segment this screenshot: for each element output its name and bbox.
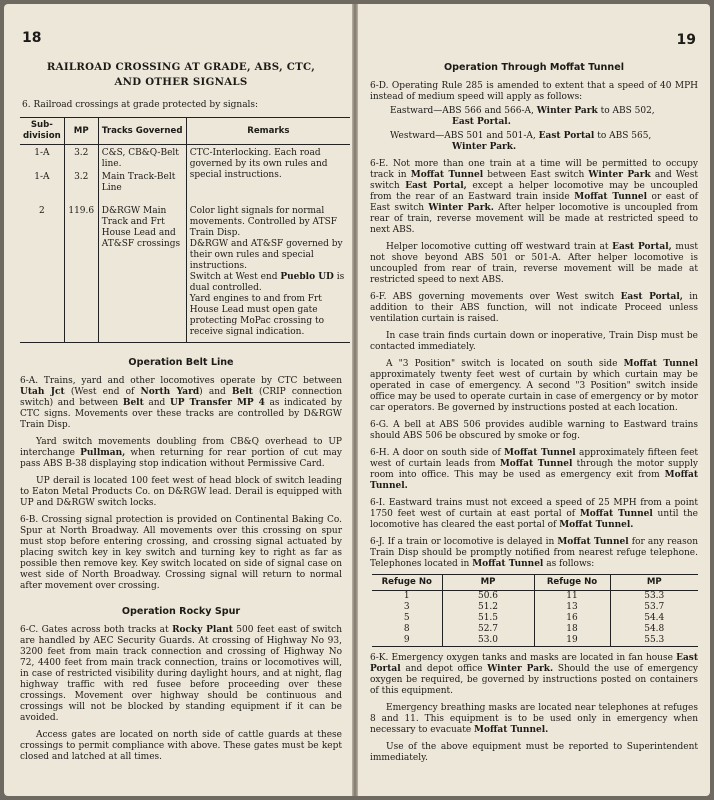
cell: 54.8 bbox=[610, 624, 698, 635]
text: 6-A. Trains, yard and other locomotives operate by CTC between bbox=[20, 376, 342, 386]
bold: Belt bbox=[122, 398, 144, 408]
section-title-line-2: AND OTHER SIGNALS bbox=[114, 76, 248, 88]
table-header-row bbox=[20, 118, 350, 145]
text: until the locomotive has cleared the east portal of bbox=[370, 509, 698, 530]
remark-text: Switch at West end bbox=[189, 272, 281, 282]
heading-moffat-tunnel: Operation Through Moffat Tunnel bbox=[443, 62, 625, 73]
paragraph-up-derail: UP derail is located 100 feet west of head block of switch leading to Eaton Metal Products Co. on D&RGW lead. Derail is equipped with UP and D&RGW switch locks. bbox=[20, 476, 342, 508]
text: approximately fifteen feet west of curtain leads from bbox=[370, 448, 699, 469]
paragraph-helper bbox=[370, 242, 698, 286]
bold: Moffat Tunnel bbox=[623, 359, 698, 369]
cell-subdivision: 2 bbox=[39, 206, 45, 216]
eastward-limits bbox=[370, 106, 698, 128]
paragraph-yard-switch bbox=[20, 437, 342, 470]
text: ) and bbox=[199, 387, 232, 397]
text: 6-H. A door on south side of bbox=[370, 448, 505, 458]
text: or east of East switch bbox=[370, 192, 698, 213]
table-row bbox=[372, 635, 698, 647]
cell: 9 bbox=[403, 635, 410, 645]
text: 6-J. If a train or locomotive is delayed in bbox=[370, 537, 558, 547]
bold: Moffat Tunnel bbox=[499, 459, 573, 469]
cell: 8 bbox=[403, 624, 410, 634]
paragraph-6e bbox=[370, 159, 698, 236]
bold: Winter Park. bbox=[487, 664, 554, 674]
bold: Rocky Plant bbox=[172, 625, 233, 635]
remark-text: is dual controlled. bbox=[189, 272, 345, 293]
paragraph-6c bbox=[20, 625, 342, 724]
text: in addition to their ABS function, will not indicate Proceed unless ventilation curtain is raised. bbox=[370, 292, 698, 324]
text: as follows: bbox=[543, 559, 595, 569]
cell-remarks: CTC-Interlocking. Each road governed by its own rules and special instructions. bbox=[186, 145, 350, 203]
paragraph-6g: 6-G. A bell at ABS 506 provides audible warning to Eastward trains should ABS 506 be obscured by smoke or fog. bbox=[370, 420, 698, 441]
remark-line: Yard engines to and from Frt House Lead must open gate protecting MoPac crossing to receive signal indication. bbox=[189, 294, 324, 337]
bold: Moffat Tunnel bbox=[410, 170, 484, 180]
cell: 53.3 bbox=[610, 591, 698, 603]
bold: Moffat Tunnel bbox=[472, 559, 544, 569]
cell: 5 bbox=[403, 613, 410, 623]
text: and depot office bbox=[400, 664, 488, 674]
bold: Winter Park bbox=[536, 106, 598, 116]
table-row bbox=[372, 602, 698, 613]
section-title-line-1: RAILROAD CROSSING AT GRADE, ABS, CTC, bbox=[46, 61, 316, 73]
bold: Winter Park bbox=[588, 170, 651, 180]
table-row bbox=[20, 145, 350, 172]
text: Westward—ABS 501 and 501-A, bbox=[390, 131, 539, 141]
paragraph-6i bbox=[370, 498, 698, 531]
text: when returning for rear portion of cut may pass ABS B-38 displaying stop indication without Permissive Card. bbox=[20, 448, 342, 469]
cell: 52.7 bbox=[442, 624, 534, 635]
paragraph-6j bbox=[370, 537, 698, 570]
text: for any reason Train Disp should be promptly notified from nearest refuge telephone. Telephones located in bbox=[370, 537, 698, 569]
cell: 13 bbox=[534, 602, 610, 613]
bold: East Portal. bbox=[452, 117, 511, 127]
text: and bbox=[143, 398, 170, 408]
bold: Utah Jct bbox=[20, 387, 65, 397]
cell-mp: 3.2 bbox=[64, 171, 98, 202]
text: approximately twenty feet west of curtain by which curtain may be operated in case of emergency. A second "3 Position" switch inside office may be used to operate curtain in case of emergency or by motor car operators. Be governed by instructions posted at each location. bbox=[370, 370, 698, 413]
heading-belt-line: Operation Belt Line bbox=[128, 357, 234, 368]
cell: 55.3 bbox=[610, 635, 698, 647]
text: Emergency breathing masks are located near telephones at refuges 8 and 11. This equipment is to be used only in emergency when necessary to evacuate bbox=[370, 703, 698, 735]
bold: East Portal bbox=[370, 653, 698, 674]
paragraph-6b: 6-B. Crossing signal protection is provided on Continental Baking Co. Spur at North Broadway. All movements over this crossing on spur must stop before entering crossing, and crossing signal actuated by placing switch key in key switch and turning key to right as far as possible then remove key. Key switch located on side of signal case on west side of North Broadway. Crossing signal will return to normal after movement over crossing. bbox=[20, 515, 342, 591]
cell: 53.0 bbox=[442, 635, 534, 647]
bold: Moffat Tunnel bbox=[574, 192, 648, 202]
page-18 bbox=[4, 4, 352, 796]
text: 6-K. Emergency oxygen tanks and masks are located in fan house bbox=[370, 653, 677, 663]
text: as indicated by CTC signs. Movements over these tracks are controlled by D&RGW Train Disp. bbox=[20, 398, 342, 430]
cell-remarks bbox=[186, 202, 350, 343]
paragraph-masks bbox=[370, 703, 698, 736]
section-title bbox=[20, 60, 342, 90]
bold: East Portal, bbox=[405, 181, 467, 191]
cell: 50.6 bbox=[442, 591, 534, 603]
remark-line bbox=[190, 272, 347, 294]
table-row bbox=[372, 613, 698, 624]
cell: 54.4 bbox=[610, 613, 698, 624]
bold: Winter Park. bbox=[428, 203, 494, 213]
text: through the motor supply room into office. This may be used as emergency exit from bbox=[370, 459, 698, 480]
bold: Moffat Tunnel bbox=[579, 509, 653, 519]
bold: Moffat Tunnel bbox=[504, 448, 576, 458]
bold: East Portal bbox=[538, 131, 595, 141]
page-number: 18 bbox=[22, 30, 42, 46]
col-header-refuge: Refuge No bbox=[372, 575, 442, 591]
bold: North Yard bbox=[140, 387, 200, 397]
text: to ABS 502, bbox=[597, 106, 655, 116]
text: Helper locomotive cutting off westward train at bbox=[386, 242, 613, 252]
cell-tracks: Main Track-Belt Line bbox=[98, 171, 186, 202]
cell: 51.5 bbox=[442, 613, 534, 624]
text: 6-F. ABS governing movements over West switch bbox=[370, 292, 621, 302]
text: Should the use of emergency oxygen be required, be governed by instructions posted on containers of this equipment. bbox=[370, 664, 699, 696]
bold: Winter Park. bbox=[452, 142, 517, 152]
bold: Moffat Tunnel. bbox=[370, 470, 698, 491]
cell: 16 bbox=[534, 613, 610, 624]
bold: Moffat Tunnel bbox=[557, 537, 629, 547]
cell: 1 bbox=[403, 591, 410, 601]
item-6: 6. Railroad crossings at grade protected by signals: bbox=[22, 100, 259, 110]
text: (CRIP connection switch) and between bbox=[20, 387, 343, 408]
col-header-remarks: Remarks bbox=[186, 118, 350, 145]
heading-rocky-spur: Operation Rocky Spur bbox=[121, 606, 241, 617]
bold: East Portal, bbox=[620, 292, 683, 302]
refuge-header-row bbox=[372, 575, 698, 591]
cell: 3 bbox=[403, 602, 410, 612]
paragraph-6a bbox=[20, 376, 342, 431]
paragraph-curtain: In case train finds curtain down or inoperative, Train Disp must be contacted immediately. bbox=[370, 331, 698, 352]
remark-bold: Pueblo UD bbox=[280, 272, 334, 282]
text: 6-C. Gates across both tracks at bbox=[20, 625, 173, 635]
paragraph-6h bbox=[370, 448, 698, 492]
text: After helper locomotive is uncoupled from rear of train, reverse movement will be made at restricted speed to next ABS. bbox=[370, 203, 699, 235]
bold: Belt bbox=[231, 387, 253, 397]
text: Yard switch movements doubling from CB&Q overhead to UP interchange bbox=[20, 437, 342, 458]
remark-line: D&RGW and AT&SF governed by their own rules and special instructions. bbox=[189, 239, 343, 271]
cell: 53.7 bbox=[610, 602, 698, 613]
cell: 19 bbox=[534, 635, 610, 647]
paragraph-6f bbox=[370, 292, 698, 325]
table-row bbox=[20, 202, 350, 343]
cell-subdivision: 1-A bbox=[34, 148, 50, 158]
text: and West switch bbox=[370, 170, 698, 191]
cell-mp: 3.2 bbox=[64, 145, 98, 172]
paragraph-6k bbox=[370, 653, 698, 697]
bold: Moffat Tunnel. bbox=[559, 520, 634, 530]
cell-tracks: C&S, CB&Q-Belt line. bbox=[98, 145, 186, 172]
text: to ABS 565, bbox=[594, 131, 652, 141]
text: between East switch bbox=[483, 170, 589, 180]
cell-tracks: D&RGW Main Track and Frt House Lead and AT&SF crossings bbox=[98, 202, 186, 343]
text: 6-I. Eastward trains must not exceed a speed of 25 MPH from a point 1750 feet west of curtain at east portal of bbox=[370, 498, 698, 519]
cell-subdivision: 1-A bbox=[34, 172, 50, 182]
text: except a helper locomotive may be uncoupled from the rear of an Eastward train inside bbox=[370, 181, 698, 202]
paragraph-3-position bbox=[370, 359, 698, 414]
cell: 11 bbox=[534, 591, 610, 603]
table-row bbox=[372, 591, 698, 603]
paragraph-report: Use of the above equipment must be reported to Superintendent immediately. bbox=[370, 742, 698, 763]
col-header-mp: MP bbox=[610, 575, 698, 591]
bold: Moffat Tunnel. bbox=[474, 725, 549, 735]
page-19 bbox=[358, 4, 710, 796]
text: Eastward—ABS 566 and 566-A, bbox=[390, 106, 537, 116]
cell: 51.2 bbox=[442, 602, 534, 613]
text: A "3 Position" switch is located on south side bbox=[386, 359, 624, 369]
text: must not shove beyond ABS 501 or 501-A. After helper locomotive is uncoupled from rear of train, reverse movement will be made at restricted speed to next ABS. bbox=[370, 242, 698, 285]
page-number: 19 bbox=[676, 32, 696, 48]
col-header-refuge: Refuge No bbox=[534, 575, 610, 591]
paragraph-access-gates: Access gates are located on north side of cattle guards at these crossings to permit compliance with above. These gates must be kept closed and latched at all times. bbox=[20, 730, 342, 762]
text: (West end of bbox=[64, 387, 141, 397]
paragraph-6d: 6-D. Operating Rule 285 is amended to extent that a speed of 40 MPH instead of medium speed will apply as follows: bbox=[370, 81, 698, 102]
col-header-subdivision: Sub-division bbox=[20, 118, 64, 145]
col-header-mp: MP bbox=[64, 118, 98, 145]
westward-limits bbox=[370, 131, 698, 153]
bold: Pullman, bbox=[80, 448, 126, 458]
col-header-tracks: Tracks Governed bbox=[98, 118, 186, 145]
col-header-mp: MP bbox=[442, 575, 534, 591]
cell: 18 bbox=[534, 624, 610, 635]
cell-mp: 119.6 bbox=[64, 202, 98, 343]
text: 6-E. Not more than one train at a time will be permitted to occupy track in bbox=[370, 159, 698, 180]
text: 500 feet east of switch are handled by AEC Security Guards. At crossing of Highway No 93, 3200 feet from main track connection and crossing of Highway No 72, 4400 feet from main track connection, trains or locomotives will, in case of restricted visibility during daylight hours, and at night, flag highway traffic with red fusee before proceeding over these crossings. Movement over highway should be continuous and crossings will not be blocked by standing equipment if it can be avoided. bbox=[20, 625, 343, 723]
bold: UP Transfer MP 4 bbox=[169, 398, 265, 408]
crossing-table bbox=[20, 117, 350, 343]
refuge-table bbox=[372, 574, 698, 647]
bold: East Portal, bbox=[612, 242, 672, 252]
remark-line: Color light signals for normal movements. Controlled by ATSF Train Disp. bbox=[189, 206, 337, 238]
table-row bbox=[372, 624, 698, 635]
